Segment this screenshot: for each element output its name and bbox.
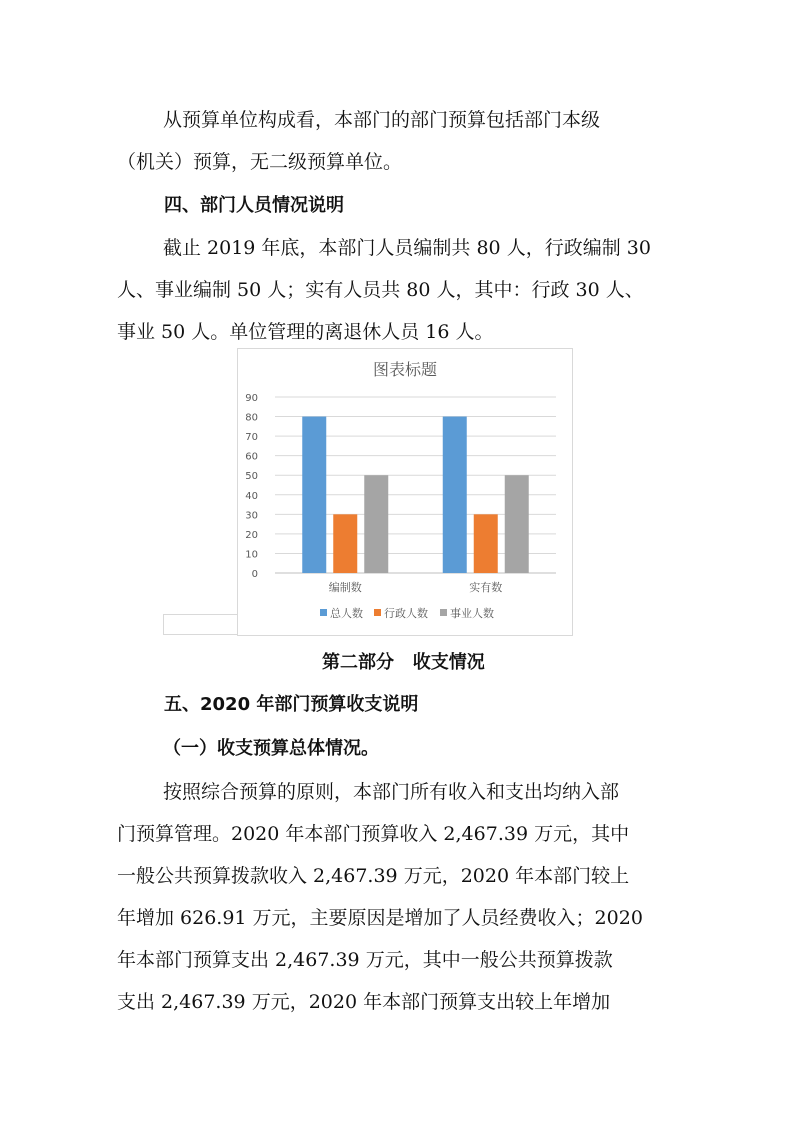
bar-总人数	[443, 417, 467, 573]
paragraph-line: 支出 2,467.39 万元，2020 年本部门预算支出较上年增加	[117, 991, 611, 1013]
y-tick-label: 40	[245, 490, 258, 502]
y-tick-label: 70	[245, 432, 258, 444]
table-border-line	[163, 614, 164, 635]
paragraph-line: 年本部门预算支出 2,467.39 万元，其中一般公共预算拨款	[117, 949, 613, 971]
y-tick-label: 0	[251, 569, 258, 580]
paragraph-line: 从预算单位构成看，本部门的部门预算包括部门本级	[163, 109, 601, 131]
chart-title: 图表标题	[372, 360, 438, 379]
table-border-line	[163, 634, 237, 635]
chart-frame	[237, 348, 573, 636]
legend-label: 总人数	[330, 607, 363, 620]
legend-swatch	[374, 609, 381, 616]
y-tick-label: 50	[245, 471, 258, 483]
y-tick-label: 20	[245, 529, 258, 541]
part-heading: 第二部分 收支情况	[322, 652, 485, 673]
legend-swatch	[440, 609, 447, 616]
x-category-label: 实有数	[469, 581, 503, 594]
table-border-line	[163, 614, 237, 615]
y-tick-label: 30	[245, 510, 258, 522]
bar-总人数	[302, 417, 326, 573]
section-heading-5: 五、2020 年部门预算收支说明	[164, 694, 419, 715]
x-category-label: 编制数	[328, 581, 362, 594]
paragraph-line: 按照综合预算的原则，本部门所有收入和支出均纳入部	[163, 781, 620, 803]
bar-事业人数	[505, 475, 529, 573]
paragraph-line: 人、事业编制 50 人；实有人员共 80 人，其中：行政 30 人、	[117, 279, 644, 301]
paragraph-line: 一般公共预算拨款收入 2,467.39 万元，2020 年本部门较上	[117, 865, 630, 887]
subsection-heading: （一）收支预算总体情况。	[163, 738, 379, 759]
paragraph-line: 事业 50 人。单位管理的离退休人员 16 人。	[117, 321, 494, 343]
legend-swatch	[320, 609, 327, 616]
paragraph-line: 截止 2019 年底，本部门人员编制共 80 人，行政编制 30	[163, 237, 651, 259]
legend-label: 事业人数	[450, 607, 494, 620]
legend-label: 行政人数	[384, 607, 428, 620]
y-tick-label: 90	[245, 393, 258, 404]
paragraph-line: 年增加 626.91 万元，主要原因是增加了人员经费收入；2020	[117, 907, 643, 929]
bar-行政人数	[474, 514, 498, 573]
y-tick-label: 10	[245, 549, 258, 561]
staff-bar-chart	[238, 349, 572, 635]
y-tick-label: 80	[245, 412, 258, 424]
bar-行政人数	[333, 514, 357, 573]
paragraph-line: 门预算管理。2020 年本部门预算收入 2,467.39 万元，其中	[117, 823, 630, 845]
paragraph-line: （机关）预算，无二级预算单位。	[117, 151, 403, 173]
bar-事业人数	[364, 475, 388, 573]
section-heading-4: 四、部门人员情况说明	[164, 195, 344, 216]
y-tick-label: 60	[245, 451, 258, 463]
